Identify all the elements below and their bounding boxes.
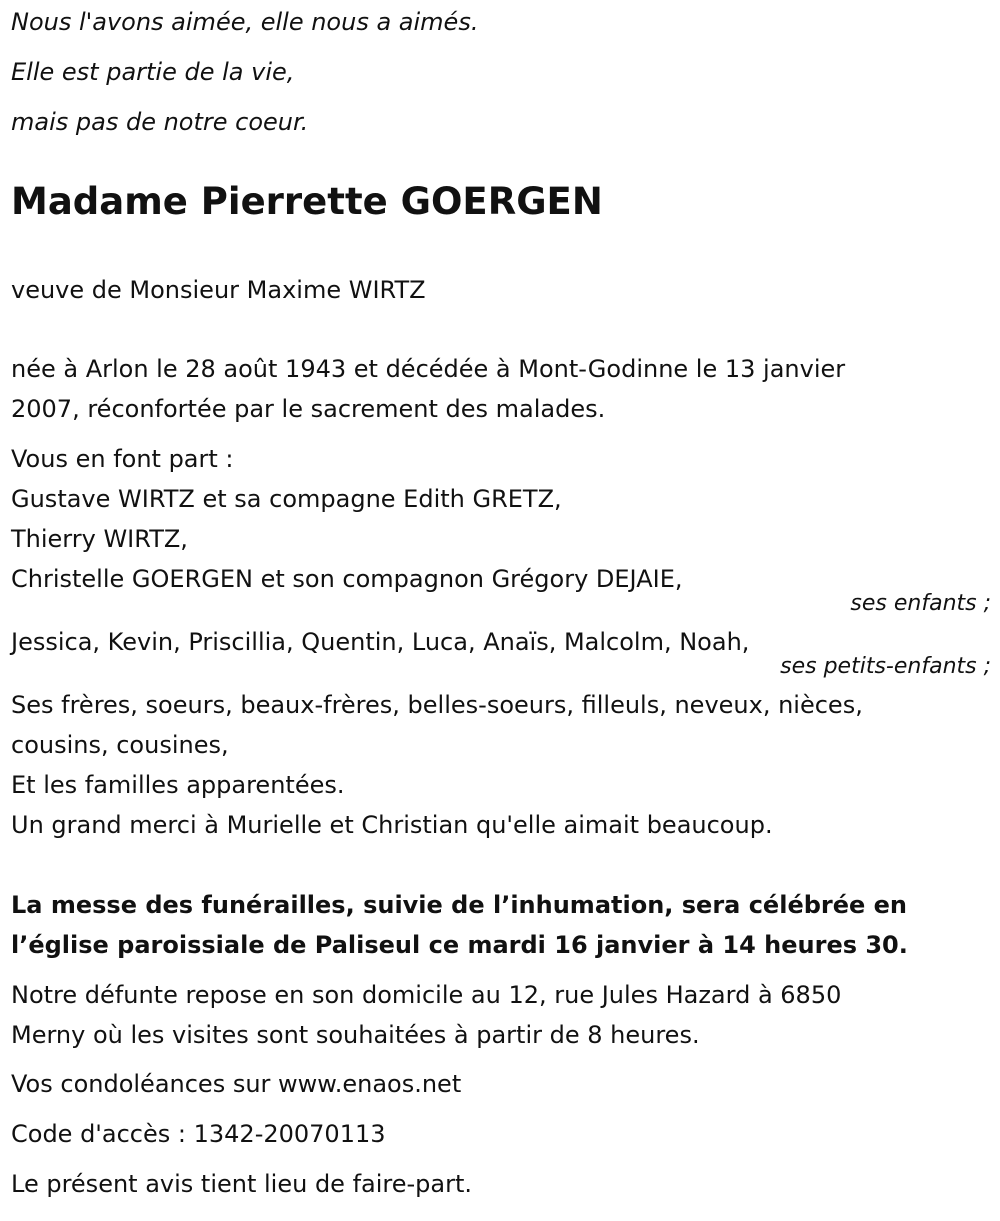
poem-line-2: Elle est partie de la vie, bbox=[11, 58, 295, 86]
poem-line-3: mais pas de notre coeur. bbox=[11, 108, 309, 136]
widow-of: veuve de Monsieur Maxime WIRTZ bbox=[11, 276, 426, 304]
grandchildren-role: ses petits-enfants ; bbox=[780, 654, 991, 679]
child-line-3: Christelle GOERGEN et son compagnon Grégory DEJAIE, bbox=[11, 565, 683, 593]
family-line-4: Un grand merci à Murielle et Christian qu'elle aimait beaucoup. bbox=[11, 811, 773, 839]
poem-line-1: Nous l'avons aimée, elle nous a aimés. bbox=[11, 8, 479, 36]
funeral-line-1: La messe des funérailles, suivie de l’inhumation, sera célébrée en bbox=[11, 891, 908, 919]
family-line-2: cousins, cousines, bbox=[11, 731, 229, 759]
rest-line-2: Merny où les visites sont souhaitées à partir de 8 heures. bbox=[11, 1021, 700, 1049]
grandchildren: Jessica, Kevin, Priscillia, Quentin, Luca, Anaïs, Malcolm, Noah, bbox=[11, 628, 750, 656]
announcement-intro: Vous en font part : bbox=[11, 445, 234, 473]
family-line-1: Ses frères, soeurs, beaux-frères, belles-soeurs, filleuls, neveux, nièces, bbox=[11, 691, 863, 719]
birth-death-line-2: 2007, réconfortée par le sacrement des malades. bbox=[11, 395, 606, 423]
closing-line: Le présent avis tient lieu de faire-part. bbox=[11, 1170, 473, 1198]
child-line-1: Gustave WIRTZ et sa compagne Edith GRETZ, bbox=[11, 485, 562, 513]
child-line-2: Thierry WIRTZ, bbox=[11, 525, 188, 553]
funeral-line-2: l’église paroissiale de Paliseul ce mardi 16 janvier à 14 heures 30. bbox=[11, 931, 908, 959]
condolences-line: Vos condoléances sur www.enaos.net bbox=[11, 1070, 462, 1098]
rest-line-1: Notre défunte repose en son domicile au 12, rue Jules Hazard à 6850 bbox=[11, 981, 842, 1009]
children-role: ses enfants ; bbox=[850, 591, 991, 616]
family-line-3: Et les familles apparentées. bbox=[11, 771, 345, 799]
access-code: Code d'accès : 1342-20070113 bbox=[11, 1120, 386, 1148]
deceased-name: Madame Pierrette GOERGEN bbox=[11, 180, 603, 223]
birth-death-line-1: née à Arlon le 28 août 1943 et décédée à Mont-Godinne le 13 janvier bbox=[11, 355, 846, 383]
